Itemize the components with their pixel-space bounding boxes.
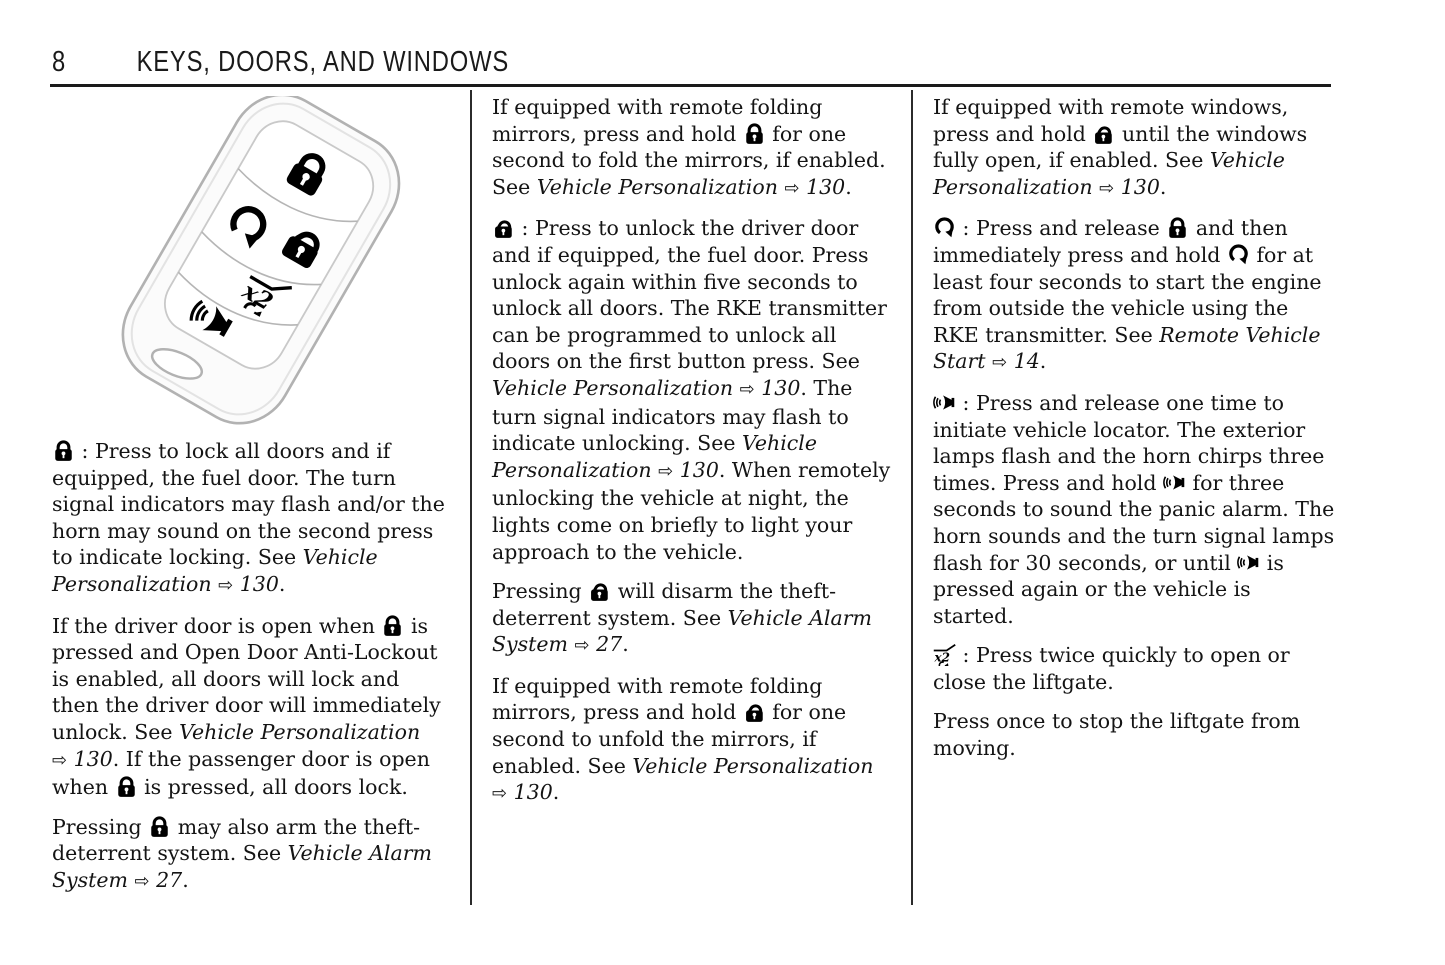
column-divider-2 [911,90,913,905]
page-ref-arrow-icon: ⇨ [1099,177,1115,199]
page-ref-number: 27 [596,632,623,657]
paragraph: : Press to unlock the driver door and if equipped, the fuel door. Press unlock again within five seconds to unlock all doors. The RKE transmitter can be programmed to unlock all doors on the first button press. See Vehicle Personalization ⇨ 130. The turn signal indicators may flash to indicate unlocking. See Vehicle Personalization ⇨ 130. When remotely unlocking the vehicle at night, the lights come on briefly to light your approach to the vehicle. [492,216,891,564]
cross-reference-title: Vehicle Personalization [52,545,378,596]
paragraph: If equipped with remote windows, press and hold until the windows fully open, if enabled. See Vehicle Personalization ⇨ 130. [933,95,1308,199]
page-ref-number: 130 [761,375,801,400]
column-3-text [933,94,1335,762]
lock-icon [381,613,404,640]
page-ref-number: 130 [806,174,846,199]
horn-icon [933,390,956,417]
page-ref-number: 130 [1120,174,1160,199]
remote-start-icon [933,215,956,242]
horn-icon [1237,550,1260,577]
page-ref-number: 27 [156,867,183,892]
page-title: KEYS, DOORS, AND WINDOWS [136,46,510,78]
cross-reference-title: Remote Vehicle Start [933,322,1321,374]
paragraph: If equipped with remote folding mirrors, press and hold for one second to fold the mirrors, if enabled. See Vehicle Personalization ⇨ 130. [492,95,886,199]
remote-start-icon [1227,242,1250,269]
page-ref-arrow-icon: ⇨ [492,783,508,805]
page-ref-arrow-icon: ⇨ [574,635,590,657]
cross-reference-title: Vehicle Alarm System [492,605,872,657]
cross-reference-title: Vehicle Alarm System [52,841,432,892]
horn-icon [1163,470,1186,497]
paragraph: Pressing will disarm the theft-deterrent system. See Vehicle Alarm System ⇨ 27. [492,579,872,657]
column-2-text [492,94,892,808]
paragraph: If the driver door is open when is pressed and Open Door Anti-Lockout is enabled, all doors will lock and then the driver door will immediately unlock. See Vehicle Personalization ⇨ 130. If the passenger door is open when is pressed, all doors lock. [52,613,441,800]
paragraph: : Press twice quickly to open or close the liftgate. [933,643,1290,694]
column-1 [52,92,450,909]
page-ref-arrow-icon: ⇨ [218,574,234,596]
cross-reference-title: Vehicle Personalization [492,431,817,482]
unlock-icon [492,215,515,242]
lock-icon [115,774,138,801]
lock-icon [52,438,75,465]
lock-icon [743,121,766,148]
page-ref-number: 130 [513,780,553,805]
liftgate-icon [933,642,956,669]
paragraph: If equipped with remote folding mirrors, press and hold for one second to unfold the mirrors, if enabled. See Vehicle Personalization ⇨ 130. [492,673,874,805]
paragraph: : Press and release and then immediately press and hold for at least four seconds to start the engine from outside the vehicle using the RKE transmitter. See Remote Vehicle Start ⇨ 14. [933,216,1322,374]
paragraph: : Press to lock all doors and if equipped, the fuel door. The turn signal indicators may flash and/or the horn may sound on the second press to indicate locking. See Vehicle Personalization ⇨ 130. [52,439,445,596]
cross-reference-title: Vehicle Personalization [536,174,778,199]
paragraph: Press once to stop the liftgate from moving. [933,709,1301,761]
paragraph: : Press and release one time to initiate vehicle locator. The exterior lamps flash and the horn chirps three times. Press and hold for three seconds to sound the panic alarm. The horn sounds and the turn signal lamps flash for 30 seconds, or until is pressed again or the vehicle is started. [933,390,1335,628]
paragraph: Pressing may also arm the theft-deterrent system. See Vehicle Alarm System ⇨ 27. [52,814,432,892]
column-1-text [52,438,450,896]
page-ref-arrow-icon: ⇨ [739,378,755,400]
column-2 [492,92,892,821]
unlock-icon [588,578,611,605]
page-ref-arrow-icon: ⇨ [134,870,150,892]
page-ref-arrow-icon: ⇨ [52,749,68,771]
page-ref-number: 130 [73,746,113,771]
cross-reference-title: Vehicle Personalization [492,375,734,400]
lock-icon [1166,215,1189,242]
page-header [52,46,609,80]
column-divider-1 [470,90,472,905]
lock-icon [148,814,171,841]
cross-reference-title: Vehicle Personalization [933,148,1285,199]
page-ref-arrow-icon: ⇨ [784,177,800,199]
page-ref-number: 14 [1013,349,1040,374]
unlock-icon [1092,121,1115,148]
unlock-icon [743,699,766,726]
cross-reference-title: Vehicle Personalization [179,719,421,744]
cross-reference-title: Vehicle Personalization [632,753,874,778]
column-3 [933,92,1335,775]
page-ref-number: 130 [679,457,719,482]
page-ref-number: 130 [239,571,279,596]
header-rule [50,84,1331,87]
rke-transmitter-illustration [52,96,450,426]
page-ref-arrow-icon: ⇨ [658,460,674,482]
page-number: 8 [52,46,67,78]
page-ref-arrow-icon: ⇨ [992,352,1008,374]
